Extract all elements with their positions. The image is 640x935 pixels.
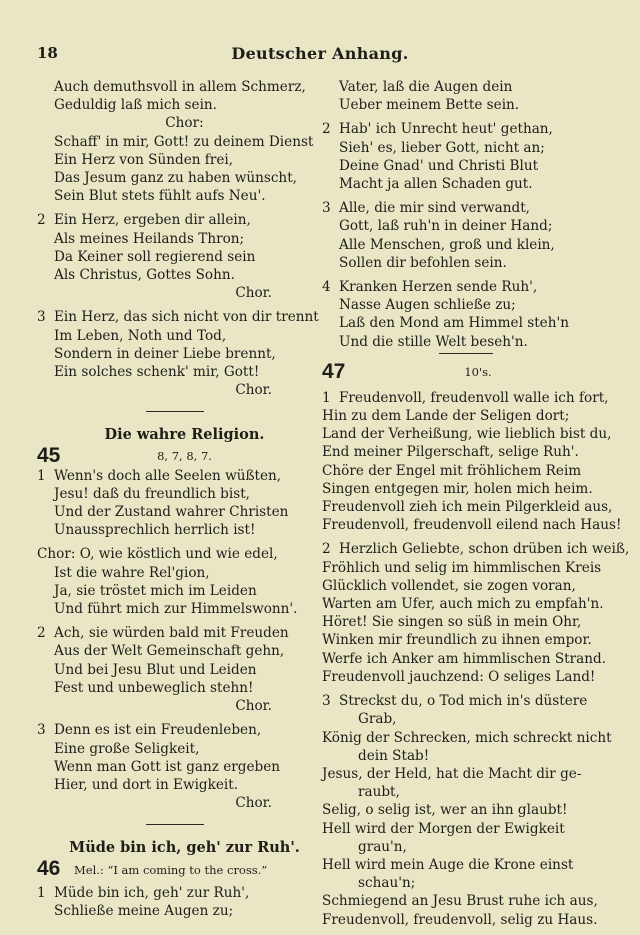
- verse-line: Ach, sie würden bald mit Freuden: [54, 625, 289, 642]
- chorus-ref: Chor.: [235, 795, 272, 812]
- chorus-line: Chor: O, wie köstlich und wie edel,: [37, 546, 278, 563]
- right-column: [322, 78, 630, 935]
- left-column: [37, 78, 319, 926]
- verse-line: Sieh' es, lieber Gott, nicht an;: [339, 139, 545, 156]
- chorus: [37, 545, 312, 618]
- verse-line: Und die stille Welt beseh'n.: [339, 333, 528, 350]
- verse-line: Warten am Ufer, auch mich zu empfah'n.: [322, 596, 604, 613]
- stanza-2: [322, 540, 630, 686]
- stanza-2: [322, 120, 614, 193]
- stanza-1: [322, 389, 622, 535]
- verse-line: König der Schrecken, mich schreckt nicht: [322, 729, 612, 746]
- verse-line: Als meines Heilands Thron;: [54, 230, 245, 247]
- section-divider: [146, 411, 204, 412]
- verse-line: Chöre der Engel mit fröhlichem Reim: [322, 462, 582, 479]
- stanza-continuation: [322, 78, 614, 114]
- verse-line: Ueber meinem Bette sein.: [339, 97, 520, 114]
- verse-line: Wenn's doch alle Seelen wüßten,: [54, 467, 282, 484]
- verse-line: Im Leben, Noth und Tod,: [54, 327, 227, 344]
- verse-line: Denn es ist ein Freudenleben,: [54, 722, 262, 739]
- chorus-line: Das Jesum ganz zu haben wünscht,: [54, 170, 297, 187]
- verse-line: Jesu! daß du freundlich bist,: [54, 485, 250, 502]
- stanza-4: [322, 278, 614, 351]
- verse-line: Nasse Augen schließe zu;: [339, 297, 516, 314]
- verse-line-continuation: Grab,: [358, 711, 397, 728]
- verse-line: Hin zu dem Lande der Seligen dort;: [322, 408, 570, 425]
- verse-line: Werfe ich Anker am himmlischen Strand.: [322, 650, 607, 667]
- verse-number: 1: [322, 389, 331, 406]
- verse-line: Eine große Seligkeit,: [54, 740, 200, 757]
- verse-number: 2: [322, 541, 331, 558]
- verse-line: Freudenvoll, freudenvoll eilend nach Haus!: [322, 517, 622, 534]
- verse-line: Als Christus, Gottes Sohn.: [54, 267, 235, 284]
- stanza-continuation: [37, 78, 312, 205]
- verse-line: Streckst du, o Tod mich in's düstere: [339, 693, 588, 710]
- verse-line: Singen entgegen mir, holen mich heim.: [322, 480, 593, 497]
- section-divider: [439, 353, 493, 354]
- verse-line: Freudenvoll, freudenvoll walle ich fort,: [339, 389, 609, 406]
- verse-line: Ein Herz, ergeben dir allein,: [54, 212, 251, 229]
- verse-line-continuation: raubt,: [358, 784, 400, 801]
- verse-number: 2: [37, 625, 46, 642]
- verse-line: Da Keiner soll regierend sein: [54, 248, 256, 265]
- verse-line: Freudenvoll zieh ich mein Pilgerkleid aus,: [322, 499, 613, 516]
- verse-line: Müde bin ich, geh' zur Ruh',: [54, 884, 250, 901]
- hymn-number: 45: [37, 443, 61, 467]
- verse-line: Glücklich vollendet, sie zogen voran,: [322, 577, 576, 594]
- verse-line: Macht ja allen Schaden gut.: [339, 176, 533, 193]
- verse-line: Selig, o selig ist, wer an ihn glaubt!: [322, 802, 568, 819]
- verse-line: Fest und unbeweglich stehn!: [54, 679, 254, 696]
- verse-line: Aus der Welt Gemeinschaft gehn,: [54, 643, 285, 660]
- verse-line: Schließe meine Augen zu;: [54, 902, 234, 919]
- verse-line: Freudenvoll jauchzend: O seliges Land!: [322, 668, 596, 685]
- hymn-46-title: Müde bin ich, geh' zur Ruh'.: [69, 839, 300, 857]
- verse-line: Ein solches schenk' mir, Gott!: [54, 364, 260, 381]
- verse-number: 2: [322, 121, 331, 138]
- stanza-3: [37, 721, 312, 812]
- verse-number: 4: [322, 279, 331, 296]
- verse-line: Hab' ich Unrecht heut' gethan,: [339, 121, 553, 138]
- verse-line: Alle, die mir sind verwandt,: [339, 200, 530, 217]
- chorus-ref: Chor.: [235, 698, 272, 715]
- verse-number: 2: [37, 212, 46, 229]
- verse-line: Und bei Jesu Blut und Leiden: [54, 661, 257, 678]
- hymn-45-heading: [37, 445, 312, 467]
- hymn-47-heading: [322, 357, 614, 383]
- verse-line: Vater, laß die Augen dein: [339, 79, 513, 95]
- verse-line: Herzlich Geliebte, schon drüben ich weiß,: [339, 541, 630, 558]
- hymn-number: 47: [322, 359, 346, 383]
- chorus-label: Chor:: [165, 115, 204, 132]
- page-number: 18: [37, 44, 58, 62]
- verse-line: End meiner Pilgerschaft, selige Ruh'.: [322, 444, 579, 461]
- verse-line: Kranken Herzen sende Ruh',: [339, 279, 538, 296]
- verse-line: Freudenvoll, freudenvoll, selig zu Haus.: [322, 911, 598, 928]
- stanza-3: [322, 199, 614, 272]
- stanza-3: [37, 308, 319, 399]
- section-divider: [146, 824, 204, 825]
- verse-line: Fröhlich und selig im himmlischen Kreis: [322, 559, 602, 576]
- verse-line: Hell wird der Morgen der Ewigkeit: [322, 820, 565, 837]
- chorus-ref: Chor.: [235, 382, 272, 399]
- stanza-3: [322, 692, 614, 929]
- chorus-line: Und führt mich zur Himmelswonn'.: [54, 601, 298, 618]
- verse-line-continuation: schau'n;: [358, 875, 416, 892]
- verse-line: Wenn man Gott ist ganz ergeben: [54, 758, 281, 775]
- verse-line: Alle Menschen, groß und klein,: [339, 236, 555, 253]
- verse-line: Ein Herz, das sich nicht von dir trennt: [54, 309, 319, 326]
- chorus-line: Ist die wahre Rel'gion,: [54, 564, 210, 581]
- hymn-number: 46: [37, 856, 61, 880]
- verse-line: Laß den Mond am Himmel steh'n: [339, 315, 569, 332]
- verse-line: Deine Gnad' und Christi Blut: [339, 157, 539, 174]
- verse-number: 3: [322, 200, 331, 217]
- chorus-line: Sein Blut stets fühlt aufs Neu'.: [54, 188, 266, 205]
- verse-line: Unaussprechlich herrlich ist!: [54, 522, 256, 539]
- stanza-1: [37, 884, 312, 920]
- hymn-meter: 8, 7, 8, 7.: [157, 448, 212, 463]
- running-title: Deutscher Anhang.: [231, 44, 409, 63]
- verse-line-continuation: dein Stab!: [358, 747, 430, 764]
- verse-line-continuation: grau'n,: [358, 838, 407, 855]
- verse-number: 3: [322, 693, 331, 710]
- verse-line: Winken mir freundlich zu ihnen empor.: [322, 632, 592, 649]
- verse-line: Gott, laß ruh'n in deiner Hand;: [339, 218, 553, 235]
- chorus-line: Ein Herz von Sünden frei,: [54, 151, 234, 168]
- verse-line: Jesus, der Held, hat die Macht dir ge-: [322, 765, 582, 782]
- stanza-2: [37, 211, 312, 302]
- verse-line: Auch demuthsvoll in allem Schmerz,: [54, 79, 306, 95]
- verse-line: Hell wird mein Auge die Krone einst: [322, 856, 574, 873]
- verse-number: 3: [37, 309, 46, 326]
- hymn-46-heading: [37, 858, 312, 880]
- chorus-line: Schaff' in mir, Gott! zu deinem Dienst: [54, 133, 314, 150]
- page-header: [0, 44, 640, 66]
- melody-note: Mel.: “I am coming to the cross.”: [74, 862, 268, 877]
- verse-number: 3: [37, 722, 46, 739]
- stanza-2: [37, 624, 312, 715]
- verse-line: Geduldig laß mich sein.: [54, 97, 218, 114]
- verse-line: Sollen dir befohlen sein.: [339, 254, 507, 271]
- stanza-1: [37, 467, 312, 540]
- hymn-45-title: Die wahre Religion.: [104, 426, 265, 444]
- verse-line: Schmiegend an Jesu Brust ruhe ich aus,: [322, 893, 598, 910]
- verse-number: 1: [37, 884, 46, 901]
- verse-line: Und der Zustand wahrer Christen: [54, 504, 289, 521]
- hymn-meter: 10's.: [464, 364, 492, 379]
- verse-line: Höret! Sie singen so süß in mein Ohr,: [322, 614, 582, 631]
- chorus-line: Ja, sie tröstet mich im Leiden: [54, 582, 257, 599]
- verse-line: Land der Verheißung, wie lieblich bist du,: [322, 426, 612, 443]
- verse-line: Hier, und dort in Ewigkeit.: [54, 776, 239, 793]
- verse-line: Sondern in deiner Liebe brennt,: [54, 345, 276, 362]
- chorus-ref: Chor.: [235, 285, 272, 302]
- verse-number: 1: [37, 467, 46, 484]
